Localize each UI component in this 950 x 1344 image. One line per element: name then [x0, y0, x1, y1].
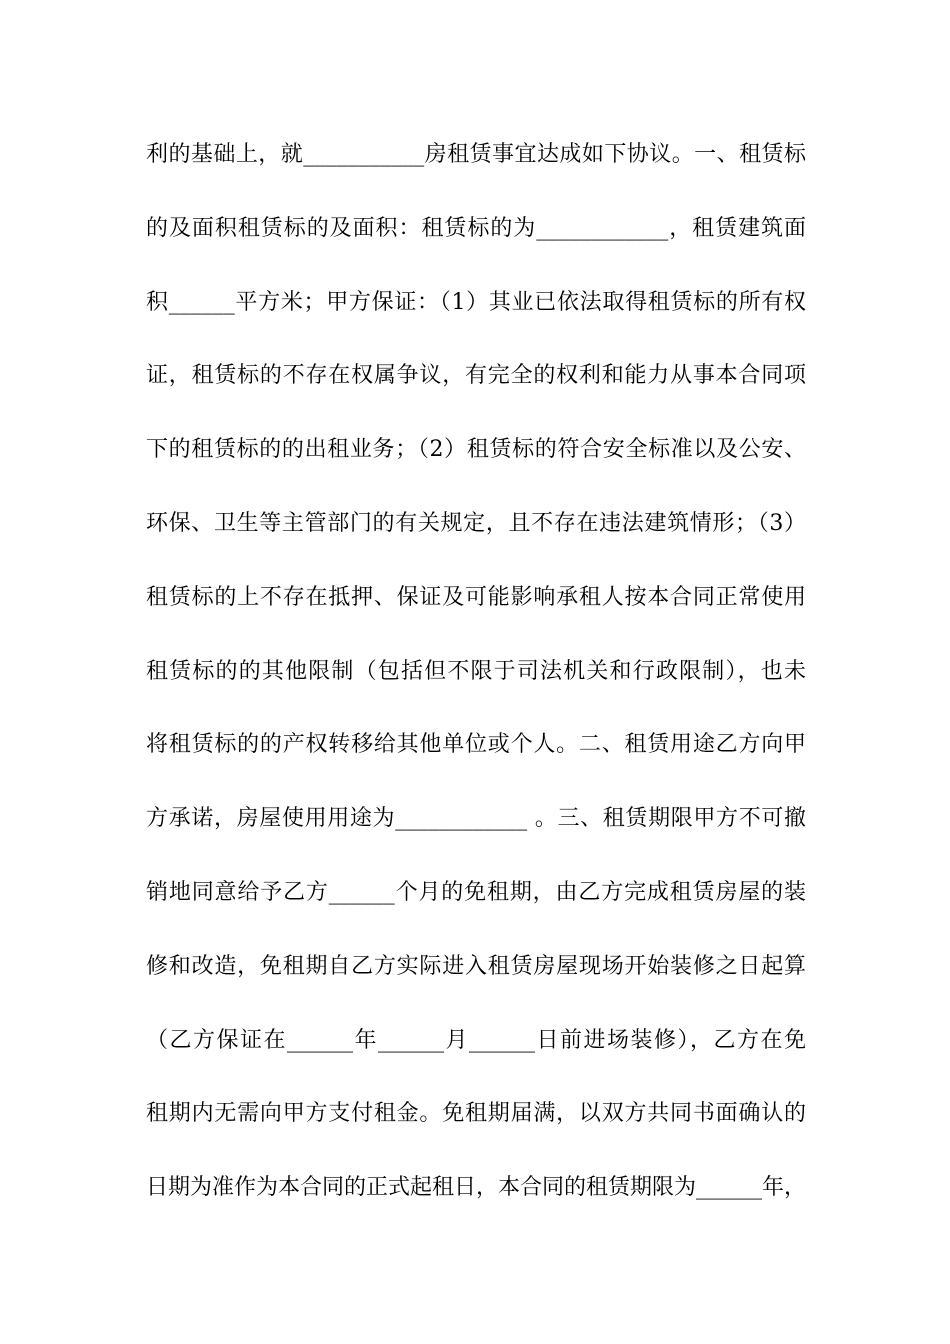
text-line: 方承诺，房屋使用用途为____________ 。三、租赁期限甲方不可撤 [146, 806, 806, 832]
text-line: 环保、卫生等主管部门的有关规定，且不存在违法建筑情形；（3） [146, 510, 806, 536]
text-line: 租赁标的的其他限制（包括但不限于司法机关和行政限制），也未 [146, 658, 806, 684]
text-line: 下的租赁标的的出租业务；（2）租赁标的符合安全标准以及公安、 [146, 437, 806, 463]
text-line: 将租赁标的的产权转移给其他单位或个人。二、租赁用途乙方向甲 [146, 732, 806, 758]
text-line: 的及面积租赁标的及面积：租赁标的为____________，租赁建筑面 [146, 215, 806, 241]
text-line: （乙方保证在______年______月______日前进场装修），乙方在免 [146, 1027, 806, 1053]
text-line: 积______平方米；甲方保证：（1）其业已依法取得租赁标的所有权 [146, 289, 806, 315]
text-line: 利的基础上，就___________房租赁事宜达成如下协议。一、租赁标 [146, 142, 806, 167]
text-line: 证，租赁标的不存在权属争议，有完全的权利和能力从事本合同项 [146, 363, 806, 389]
text-line: 租赁标的上不存在抵押、保证及可能影响承租人按本合同正常使用 [146, 584, 806, 610]
text-line: 日期为准作为本合同的正式起租日，本合同的租赁期限为______年， [146, 1175, 806, 1201]
contract-body-text [146, 130, 806, 1237]
text-line: 销地同意给予乙方______个月的免租期，由乙方完成租赁房屋的装 [146, 879, 806, 905]
text-line: 租期内无需向甲方支付租金。免租期届满，以双方共同书面确认的 [146, 1101, 806, 1127]
text-line: 修和改造，免租期自乙方实际进入租赁房屋现场开始装修之日起算 [146, 953, 806, 979]
